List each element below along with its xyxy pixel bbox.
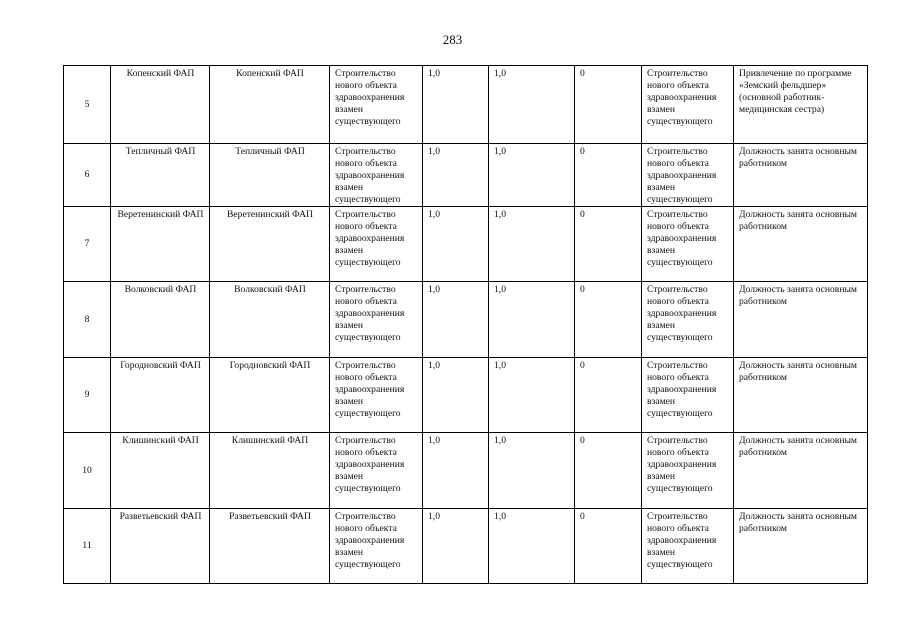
note-cell	[734, 282, 868, 358]
value-1: 1,0	[428, 360, 440, 371]
facility-name: Клишинский ФАП	[231, 435, 309, 446]
fap-name-cell	[111, 144, 210, 207]
facility-name: Веретенинский ФАП	[227, 209, 313, 220]
table-row	[64, 358, 868, 433]
fap-name: Веретенинский ФАП	[117, 209, 204, 220]
measure-cell	[330, 66, 423, 144]
value-1-cell	[423, 144, 489, 207]
value-1-cell	[423, 282, 489, 358]
fap-name-cell	[111, 509, 210, 584]
note-cell	[734, 144, 868, 207]
table-row	[64, 282, 868, 358]
facility-cell	[210, 144, 330, 207]
value-1: 1,0	[428, 146, 440, 157]
value-1-cell	[423, 207, 489, 282]
row-number: 10	[82, 464, 92, 476]
facility-name: Волковский ФАП	[234, 284, 306, 295]
note-text: Должность занята основным работником	[739, 284, 857, 307]
fap-name-cell	[111, 433, 210, 509]
measure-text: Строительство нового объекта здравоохранения взамен существующего	[335, 68, 405, 127]
fap-name: Разветьевский ФАП	[119, 511, 202, 522]
measure-cell	[330, 144, 423, 207]
facility-cell	[210, 433, 330, 509]
measure-2-cell	[642, 144, 734, 207]
measure-2-cell	[642, 358, 734, 433]
value-2: 1,0	[494, 68, 506, 79]
row-number-cell	[64, 509, 111, 584]
value-3-cell	[575, 433, 642, 509]
note-text: Должность занята основным работником	[739, 511, 857, 534]
table-row	[64, 144, 868, 207]
value-3-cell	[575, 144, 642, 207]
note-text: Привлечение по программе «Земский фельдшер» (основной работник- медицинская сестра)	[739, 68, 852, 115]
measure-cell	[330, 433, 423, 509]
value-1-cell	[423, 66, 489, 144]
value-2: 1,0	[494, 360, 506, 371]
value-3: 0	[580, 360, 585, 371]
measure-cell	[330, 509, 423, 584]
table-row	[64, 433, 868, 509]
row-number: 8	[84, 313, 90, 325]
facility-cell	[210, 66, 330, 144]
value-2-cell	[489, 144, 575, 207]
value-3-cell	[575, 207, 642, 282]
measure-2-text: Строительство нового объекта здравоохранения взамен существующего	[647, 360, 717, 419]
value-2: 1,0	[494, 511, 506, 522]
value-3: 0	[580, 146, 585, 157]
value-2-cell	[489, 509, 575, 584]
row-number: 11	[82, 540, 92, 551]
value-3-cell	[575, 358, 642, 433]
note-cell	[734, 509, 868, 584]
value-1: 1,0	[428, 435, 440, 446]
row-number-cell	[64, 358, 111, 433]
measure-cell	[330, 282, 423, 358]
facility-name: Копенский ФАП	[236, 68, 304, 79]
facility-cell	[210, 282, 330, 358]
facility-cell	[210, 509, 330, 584]
fap-name-cell	[111, 66, 210, 144]
measure-2-text: Строительство нового объекта здравоохранения взамен существующего	[647, 209, 717, 268]
note-text: Должность занята основным работником	[739, 146, 857, 169]
value-3: 0	[580, 284, 585, 295]
measure-text: Строительство нового объекта здравоохранения взамен существующего	[335, 146, 405, 205]
value-3: 0	[580, 68, 585, 79]
value-2-cell	[489, 207, 575, 282]
value-1-cell	[423, 433, 489, 509]
measure-cell	[330, 207, 423, 282]
fap-name: Волковский ФАП	[124, 284, 197, 295]
measure-2-cell	[642, 433, 734, 509]
table-row	[64, 509, 868, 584]
fap-name: Копенский ФАП	[126, 68, 195, 79]
fap-name: Городновский ФАП	[120, 360, 201, 371]
measure-2-cell	[642, 66, 734, 144]
value-2-cell	[489, 358, 575, 433]
value-2: 1,0	[494, 435, 506, 446]
row-number: 7	[84, 238, 90, 249]
table-row	[64, 207, 868, 282]
facility-cell	[210, 207, 330, 282]
value-1: 1,0	[428, 209, 440, 220]
row-number-cell	[64, 66, 111, 144]
note-cell	[734, 207, 868, 282]
fap-name: Тепличный ФАП	[125, 146, 196, 157]
row-number-cell	[64, 144, 111, 207]
measure-text: Строительство нового объекта здравоохранения взамен существующего	[335, 209, 405, 268]
row-number-cell	[64, 282, 111, 358]
value-2: 1,0	[494, 146, 506, 157]
measure-text: Строительство нового объекта здравоохранения взамен существующего	[335, 435, 405, 494]
fap-name-cell	[111, 282, 210, 358]
value-3-cell	[575, 509, 642, 584]
table-row	[64, 66, 868, 144]
measure-2-text: Строительство нового объекта здравоохранения взамен существующего	[647, 435, 717, 494]
note-text: Должность занята основным работником	[739, 435, 857, 458]
measure-2-cell	[642, 207, 734, 282]
value-3: 0	[580, 435, 585, 446]
measure-text: Строительство нового объекта здравоохранения взамен существующего	[335, 360, 405, 419]
row-number: 9	[84, 389, 90, 400]
value-1: 1,0	[428, 284, 440, 295]
row-number-cell	[64, 207, 111, 282]
measure-cell	[330, 358, 423, 433]
value-3-cell	[575, 66, 642, 144]
measure-2-text: Строительство нового объекта здравоохранения взамен существующего	[647, 68, 717, 127]
value-1: 1,0	[428, 511, 440, 522]
value-3-cell	[575, 282, 642, 358]
facility-cell	[210, 358, 330, 433]
facility-name: Тепличный ФАП	[235, 146, 305, 157]
note-cell	[734, 358, 868, 433]
value-3: 0	[580, 209, 585, 220]
value-2: 1,0	[494, 209, 506, 220]
row-number-cell	[64, 433, 111, 509]
note-cell	[734, 433, 868, 509]
value-1-cell	[423, 509, 489, 584]
measure-2-cell	[642, 282, 734, 358]
measure-text: Строительство нового объекта здравоохранения взамен существующего	[335, 511, 405, 570]
fap-name: Клишинский ФАП	[122, 435, 199, 446]
measure-2-text: Строительство нового объекта здравоохранения взамен существующего	[647, 146, 717, 205]
facilities-table	[63, 65, 868, 584]
row-number: 5	[84, 98, 90, 110]
measure-text: Строительство нового объекта здравоохранения взамен существующего	[335, 284, 405, 343]
value-2-cell	[489, 66, 575, 144]
facility-name: Разветьевский ФАП	[229, 511, 311, 522]
value-1-cell	[423, 358, 489, 433]
value-2: 1,0	[494, 284, 506, 295]
facility-name: Городновский ФАП	[229, 360, 311, 371]
page-number: 283	[442, 32, 463, 47]
note-text: Должность занята основным работником	[739, 360, 857, 383]
value-1: 1,0	[428, 68, 440, 79]
measure-2-text: Строительство нового объекта здравоохранения взамен существующего	[647, 284, 717, 343]
measure-2-text: Строительство нового объекта здравоохранения взамен существующего	[647, 511, 717, 570]
note-cell	[734, 66, 868, 144]
fap-name-cell	[111, 358, 210, 433]
value-2-cell	[489, 433, 575, 509]
fap-name-cell	[111, 207, 210, 282]
note-text: Должность занята основным работником	[739, 209, 857, 232]
measure-2-cell	[642, 509, 734, 584]
value-2-cell	[489, 282, 575, 358]
row-number: 6	[84, 169, 90, 180]
value-3: 0	[580, 511, 585, 522]
